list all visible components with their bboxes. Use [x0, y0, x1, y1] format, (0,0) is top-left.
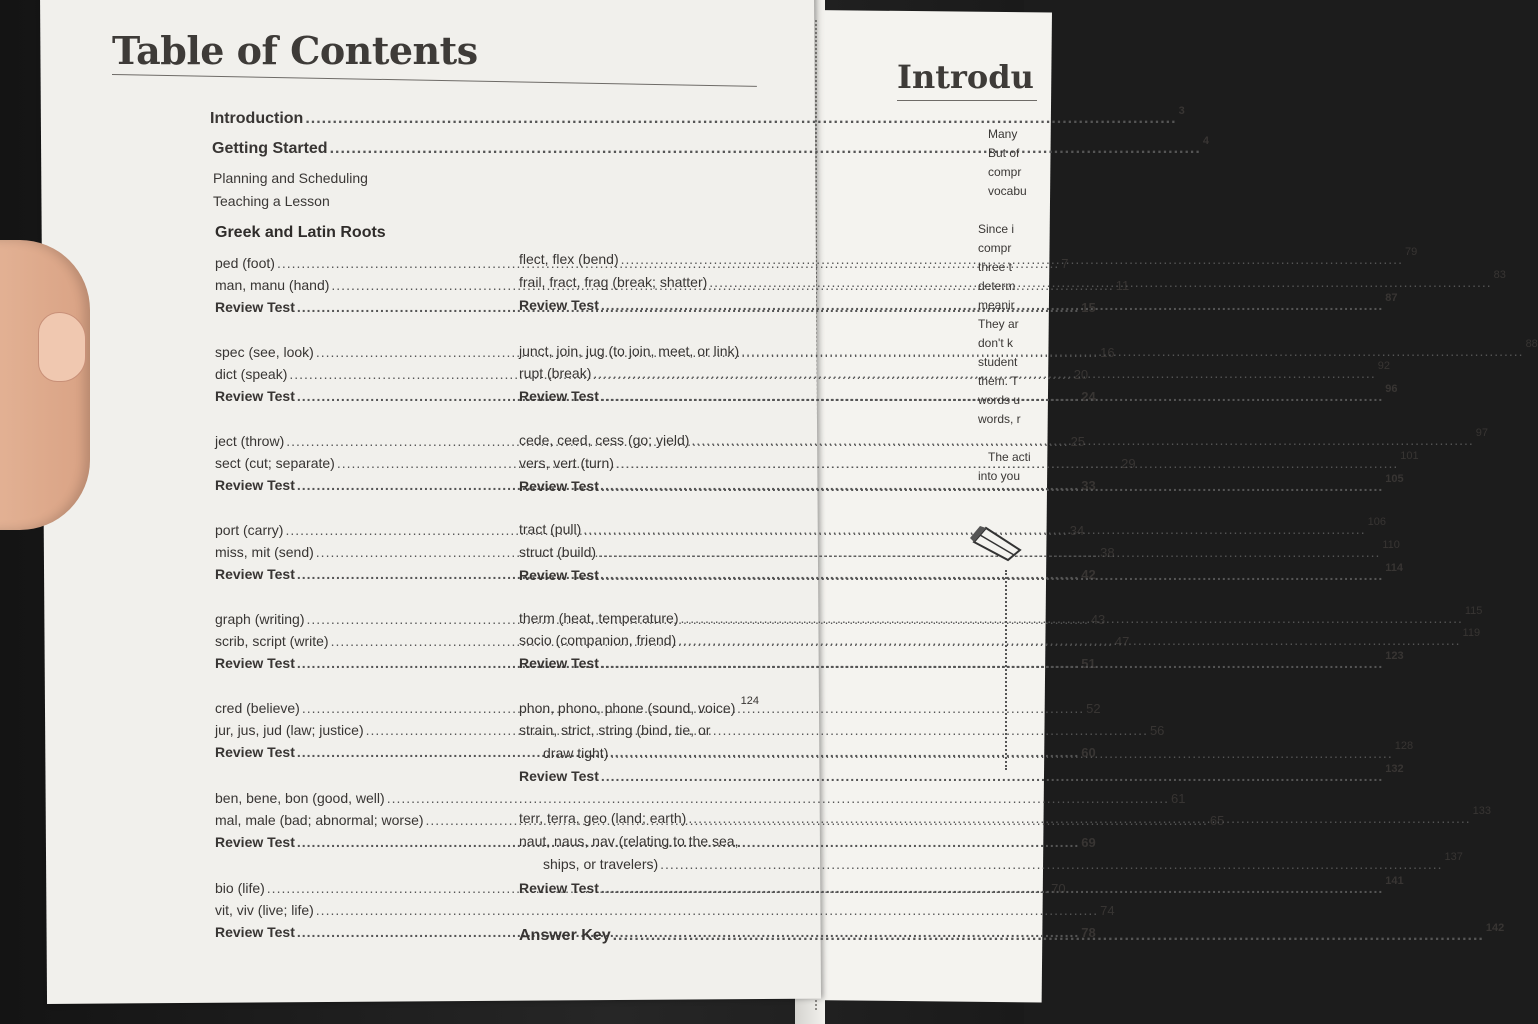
entry-page: 11 — [1115, 278, 1130, 293]
entry-label: jur, jus, jud (law; justice) — [215, 722, 364, 738]
entry-label: mal, male (bad; abnormal; worse) — [215, 812, 424, 828]
entry-page: 7 — [1061, 256, 1069, 271]
entry-page: 142 — [1485, 922, 1505, 934]
entry-label: socio (companion, friend) — [519, 632, 677, 648]
entry-label: miss, mit (send) — [215, 544, 314, 560]
entry-page: 65 — [1209, 813, 1225, 828]
hand — [0, 240, 90, 530]
entry-label: junct, join, jug (to join, meet, or link) — [519, 343, 740, 359]
entry-label: frail, fract, frag (break; shatter) — [519, 274, 708, 290]
entry-page: 78 — [1081, 925, 1096, 940]
entry-label: Review Test — [215, 299, 295, 315]
entry-label: strain, strict, string (bind, tie, or — [519, 722, 711, 738]
entry-label: Review Test — [215, 477, 295, 493]
entry-label: Review Test — [215, 744, 295, 760]
intro-line: vocabu — [988, 184, 1027, 198]
toc-entry[interactable] — [519, 695, 759, 716]
entry-page: 137 — [1444, 851, 1463, 863]
entry-label: spec (see, look) — [215, 344, 314, 360]
entry-page: 29 — [1121, 456, 1136, 471]
intro-line: words u — [978, 393, 1021, 407]
toc-entry[interactable] — [215, 902, 1115, 918]
entry-page: 141 — [1385, 875, 1404, 887]
entry-page: 3 — [1178, 105, 1185, 117]
entry-label: phon, phono, phone (sound, voice) — [519, 700, 736, 716]
toc-entry[interactable] — [215, 790, 1186, 806]
entry-page: 97 — [1475, 427, 1489, 439]
intro-title: Introdu — [897, 58, 1034, 96]
intro-line: three t — [978, 260, 1013, 274]
entry-label: ben, bene, bon (good, well) — [215, 790, 385, 806]
intro-line: compr — [978, 241, 1012, 255]
entry-label: cred (believe) — [215, 700, 300, 716]
entry-page: 105 — [1385, 473, 1404, 485]
entry-page: 56 — [1149, 723, 1165, 738]
entry-page: 79 — [1404, 246, 1418, 258]
toc-subentry-planning[interactable]: Planning and Scheduling — [213, 170, 368, 186]
entry-label: Review Test — [519, 880, 599, 896]
entry-page: 119 — [1462, 627, 1481, 639]
toc-entry-introduction[interactable] — [210, 105, 1185, 128]
intro-line: student — [978, 355, 1018, 369]
intro-rule — [897, 100, 1037, 101]
entry-label: therm (heat, temperature) — [519, 610, 679, 626]
entry-page: 51 — [1081, 656, 1096, 671]
entry-page: 52 — [1086, 701, 1101, 716]
toc-entry[interactable] — [519, 722, 759, 738]
entry-label: rupt (break) — [519, 365, 592, 381]
entry-label: Review Test — [215, 655, 295, 671]
entry-page: 92 — [1377, 360, 1390, 372]
toc-entry[interactable] — [215, 477, 1096, 493]
entry-label: cede, ceed, cess (go; yield) — [519, 432, 690, 448]
entry-label: bio (life) — [215, 880, 265, 896]
entry-label: dict (speak) — [215, 366, 288, 382]
entry-label: Answer Key — [519, 927, 611, 944]
entry-label: man, manu (hand) — [215, 277, 330, 293]
entry-label: terr, terra, geo (land; earth) — [519, 810, 687, 826]
entry-label: graph (writing) — [215, 611, 305, 627]
entry-page: 110 — [1382, 539, 1400, 551]
entry-label: ject (throw) — [215, 433, 285, 449]
entry-page: 43 — [1090, 612, 1106, 627]
entry-page: 25 — [1070, 434, 1086, 449]
intro-line: compr — [988, 165, 1022, 179]
entry-page: 69 — [1081, 835, 1096, 850]
thumbnail — [38, 312, 86, 382]
entry-label: Review Test — [519, 655, 599, 671]
entry-label: scrib, script (write) — [215, 633, 329, 649]
entry-page: 70 — [1051, 881, 1066, 896]
intro-line: them. T — [978, 374, 1019, 388]
entry-page: 106 — [1367, 516, 1386, 528]
entry-page: 128 — [1394, 740, 1414, 752]
entry-label: ped (foot) — [215, 255, 275, 271]
entry-page: 15 — [1081, 300, 1096, 315]
entry-page: 61 — [1171, 791, 1186, 806]
entry-page: 123 — [1385, 650, 1404, 662]
entry-page: 83 — [1493, 269, 1506, 281]
entry-page: 74 — [1100, 903, 1115, 918]
entry-label: Review Test — [519, 297, 599, 313]
entry-label: vit, viv (live; life) — [215, 902, 314, 918]
section-heading: Greek and Latin Roots — [215, 224, 386, 241]
entry-page: 124 — [740, 695, 759, 707]
toc-entry[interactable] — [215, 566, 1096, 582]
intro-line: The acti — [988, 450, 1031, 464]
entry-page: 87 — [1385, 292, 1398, 304]
entry-page: 33 — [1081, 478, 1096, 493]
toc-entry[interactable] — [215, 655, 1096, 671]
entry-label: naut, naus, nav (relating to the sea, — [519, 833, 739, 849]
pencil-icon — [970, 520, 1024, 560]
entry-page: 88 — [1525, 338, 1538, 350]
entry-label: Review Test — [215, 834, 295, 850]
dotted-guide — [1005, 570, 1007, 770]
entry-page: 115 — [1464, 605, 1483, 617]
entry-page: 132 — [1385, 763, 1404, 775]
entry-label: sect (cut; separate) — [215, 455, 335, 471]
page-title: Table of Contents — [112, 28, 478, 73]
intro-line: Many — [988, 127, 1018, 141]
entry-page: 101 — [1400, 450, 1419, 462]
entry-label: vers, vert (turn) — [519, 455, 614, 471]
toc-subentry-teaching[interactable]: Teaching a Lesson — [213, 193, 330, 209]
entry-page: 133 — [1472, 805, 1492, 817]
entry-label: Getting Started — [212, 140, 328, 157]
intro-line: Since i — [978, 222, 1015, 236]
intro-line: determ — [978, 279, 1016, 293]
intro-line: into you — [978, 469, 1021, 483]
entry-page: 47 — [1114, 634, 1130, 649]
entry-page: 16 — [1100, 345, 1115, 360]
intro-line: But of — [988, 146, 1020, 160]
entry-label: Review Test — [215, 924, 295, 940]
intro-line: They ar — [978, 317, 1019, 331]
entry-label: Review Test — [519, 768, 599, 784]
toc-entry[interactable] — [519, 763, 1404, 784]
entry-label: flect, flex (bend) — [519, 251, 619, 267]
entry-page: 96 — [1385, 383, 1398, 395]
entry-page: 114 — [1385, 562, 1403, 574]
toc-entry[interactable] — [519, 833, 759, 849]
entry-label: Review Test — [215, 388, 295, 404]
entry-label: Review Test — [215, 566, 295, 582]
entry-label: draw tight) — [543, 745, 609, 761]
intro-line: words, r — [978, 412, 1021, 426]
entry-page: 42 — [1081, 567, 1096, 582]
entry-label: Review Test — [519, 478, 599, 494]
entry-label: Introduction — [210, 110, 304, 127]
entry-label: Review Test — [519, 567, 599, 583]
entry-label: Review Test — [519, 388, 599, 404]
intro-line: meanir — [978, 298, 1015, 312]
entry-page: 20 — [1073, 367, 1089, 382]
entry-page: 4 — [1202, 135, 1209, 147]
entry-label: struct (build) — [519, 544, 597, 560]
entry-page: 34 — [1069, 523, 1085, 538]
intro-line: don't k — [978, 336, 1013, 350]
entry-label: ships, or travelers) — [543, 856, 659, 872]
entry-label: port (carry) — [215, 522, 284, 538]
toc-entry[interactable] — [543, 851, 1463, 872]
entry-page: 24 — [1081, 389, 1096, 404]
entry-page: 38 — [1100, 545, 1115, 560]
entry-page: 60 — [1081, 745, 1096, 760]
entry-label: tract (pull) — [519, 521, 582, 537]
